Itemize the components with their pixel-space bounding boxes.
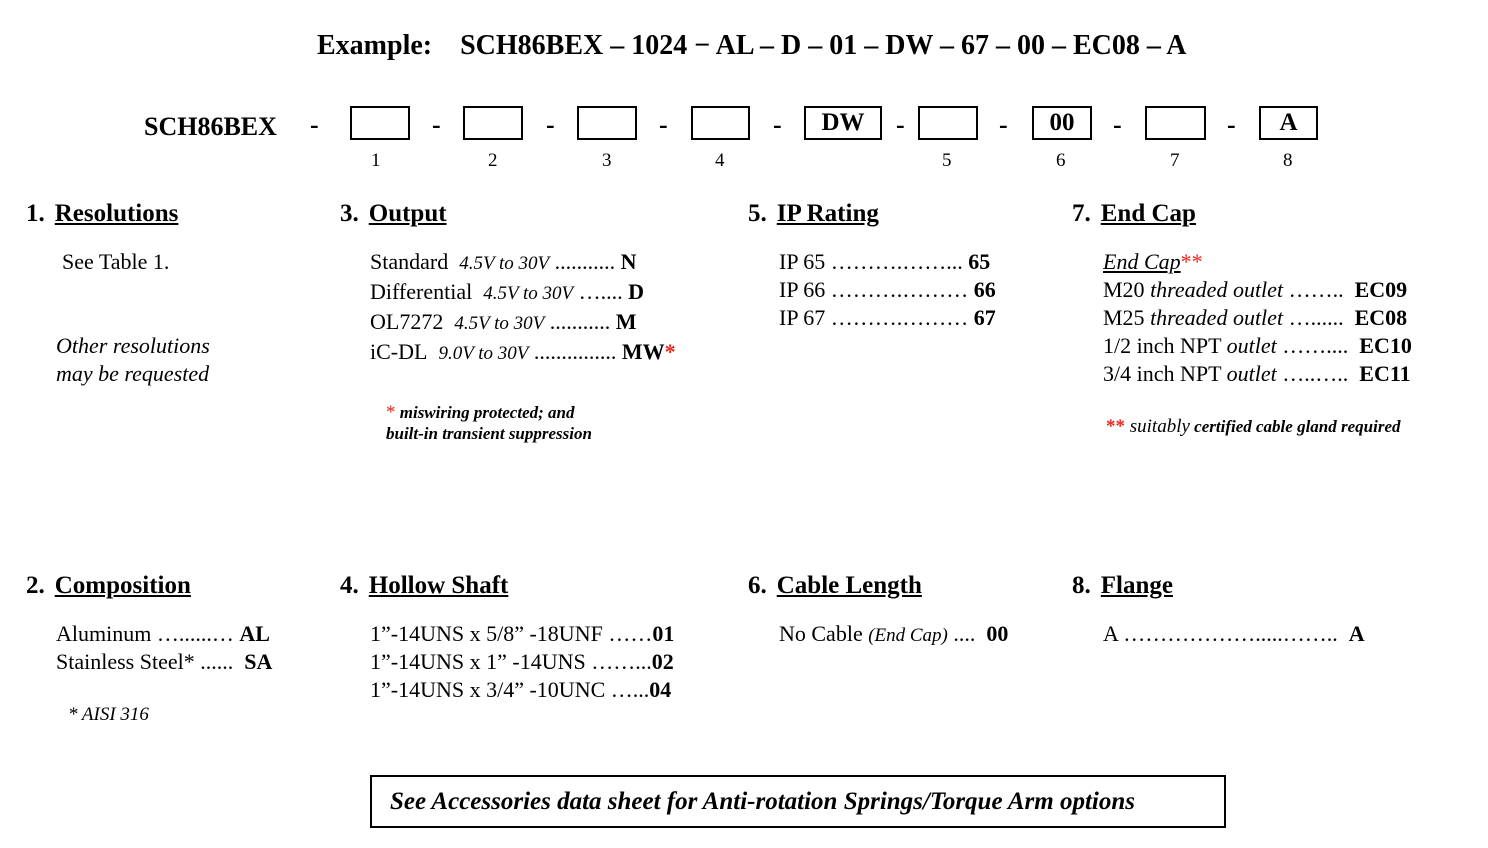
separator-dash: - [432,110,441,139]
composition-list [56,620,272,676]
section-number: 3. [340,200,359,227]
section-heading-hollow-shaft [340,572,508,600]
end-cap-footnote: ** suitably certified cable gland required [1106,416,1401,437]
option-box-resolution[interactable] [350,106,410,140]
section-title: Cable Length [776,572,922,599]
accessories-note-box: See Accessories data sheet for Anti-rotation Springs/Torque Arm options [370,775,1226,828]
option-box-cable-length[interactable]: 00 [1032,106,1092,140]
end-cap-subheading: End Cap** [1103,249,1203,274]
option-box-output[interactable] [577,106,637,140]
list-item: 1”-14UNS x 1” -14UNS ……...02 [370,649,674,674]
part-number-prefix: SCH86BEX [144,112,277,141]
box-number: 3 [602,150,612,171]
box-number: 8 [1283,150,1293,171]
output-footnote: * miswiring protected; and built-in transient suppression [386,402,592,443]
ip-rating-list [779,248,996,332]
list-item: Stainless Steel* ...... SA [56,649,273,674]
section-heading-flange [1072,572,1173,600]
section-heading-composition [26,572,191,600]
box-number: 7 [1170,150,1180,171]
list-item: iC-DL 9.0V to 30V ............... MW* [370,339,676,364]
separator-dash: - [310,110,319,139]
section-heading-end-cap [1072,200,1196,228]
list-item: 1”-14UNS x 5/8” -18UNF ……01 [370,621,675,646]
double-asterisk-mark: ** [1106,416,1125,437]
section-title: Output [368,200,447,227]
list-item: 1/2 inch NPT outlet …….... EC10 [1103,333,1412,358]
list-item: Standard 4.5V to 30V ........... N [370,249,637,274]
separator-dash: - [1227,110,1236,139]
section-title: End Cap [1100,200,1196,227]
asterisk-mark: * [386,402,396,423]
resolutions-note-line1: Other resolutions [56,333,210,358]
section-number: 1. [26,200,45,227]
separator-dash: - [896,110,905,139]
example-value: SCH86BEX – 1024 − AL – D – 01 – DW – 67 – 00 – EC08 – A [460,30,1187,61]
list-item: IP 66 ……….……… 66 [779,277,996,302]
section-title: Resolutions [54,200,179,227]
option-box-fixed-dw: DW [804,106,882,140]
separator-dash: - [659,110,668,139]
list-item: OL7272 4.5V to 30V ........... M [370,309,637,334]
asterisk-mark: * [664,339,676,364]
option-box-ip-rating[interactable] [918,106,978,140]
separator-dash: - [773,110,782,139]
list-item: IP 67 ……….……… 67 [779,305,996,330]
list-item: 1”-14UNS x 3/4” -10UNC …...04 [370,677,672,702]
box-number: 6 [1056,150,1066,171]
box-number: 1 [371,150,381,171]
section-number: 5. [748,200,767,227]
section-number: 2. [26,572,45,599]
option-box-composition[interactable] [463,106,523,140]
option-box-flange[interactable]: A [1259,106,1318,140]
example-label: Example: [317,30,433,61]
double-asterisk-mark: ** [1180,249,1203,274]
section-title: Hollow Shaft [368,572,509,599]
option-box-end-cap[interactable] [1145,106,1206,140]
flange-option: A ……………….....…….. A [1103,621,1365,646]
list-item: 3/4 inch NPT outlet …..….. EC11 [1103,361,1411,386]
cable-length-option: No Cable (End Cap) .... 00 [779,621,1009,646]
resolutions-note-line2: may be requested [56,361,210,386]
section-title: Flange [1100,572,1173,599]
composition-footnote: * AISI 316 [68,704,149,725]
output-list [370,248,676,368]
hollow-shaft-list [370,620,674,704]
section-number: 4. [340,572,359,599]
section-heading-resolutions [26,200,178,228]
separator-dash: - [546,110,555,139]
list-item: M20 threaded outlet …….. EC09 [1103,277,1408,302]
section-heading-ip-rating [748,200,879,228]
list-item: M25 threaded outlet …...... EC08 [1103,305,1408,330]
section-heading-output [340,200,447,228]
section-number: 7. [1072,200,1091,227]
section-number: 6. [748,572,767,599]
box-number: 5 [942,150,952,171]
resolutions-text: See Table 1. [62,249,170,274]
section-title: Composition [54,572,191,599]
list-item: Differential 4.5V to 30V ….... D [370,279,645,304]
example-line [317,30,1187,62]
box-number: 4 [715,150,725,171]
separator-dash: - [1113,110,1122,139]
section-number: 8. [1072,572,1091,599]
end-cap-list [1103,248,1412,388]
box-number: 2 [488,150,498,171]
separator-dash: - [999,110,1008,139]
option-box-hollow-shaft[interactable] [691,106,750,140]
section-title: IP Rating [776,200,879,227]
list-item: Aluminum …......… AL [56,621,270,646]
section-heading-cable-length [748,572,922,600]
list-item: IP 65 ……….……... 65 [779,249,991,274]
